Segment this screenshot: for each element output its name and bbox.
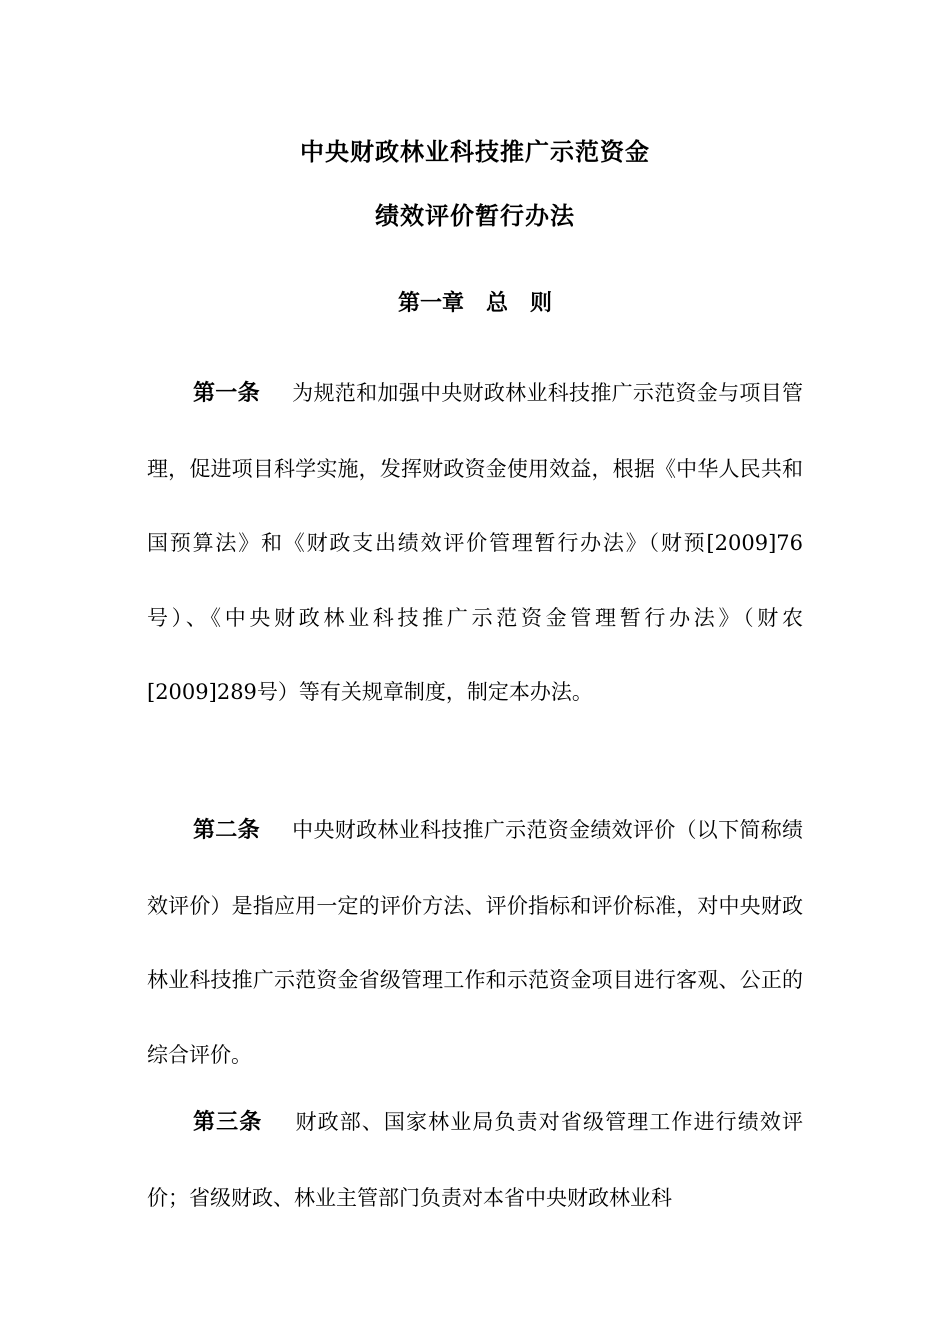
article-1-label: 第一条 <box>193 381 260 406</box>
article-1 <box>147 356 803 730</box>
article-2-label: 第二条 <box>193 818 260 843</box>
chapter-heading: 第一章 总 则 <box>397 291 552 316</box>
document-title-line-1: 中央财政林业科技推广示范资金 <box>300 138 650 166</box>
article-3-text: 财政部、国家林业局负责对省级管理工作进行绩效评价；省级财政、林业主管部门负责对本省中央财政林业科 <box>147 1110 803 1210</box>
article-2 <box>147 793 803 1092</box>
document-title-line-2: 绩效评价暂行办法 <box>375 202 575 230</box>
article-2-text: 中央财政林业科技推广示范资金绩效评价（以下简称绩效评价）是指应用一定的评价方法、评价指标和评价标准，对中央财政林业科技推广示范资金省级管理工作和示范资金项目进行客观、公正的综合评价。 <box>147 818 803 1067</box>
article-3 <box>147 1085 803 1235</box>
article-3-label: 第三条 <box>193 1110 263 1135</box>
article-1-text: 为规范和加强中央财政林业科技推广示范资金与项目管理，促进项目科学实施，发挥财政资金使用效益，根据《中华人民共和国预算法》和《财政支出绩效评价管理暂行办法》（财预[2009]76号）、《中央财政林业科技推广示范资金管理暂行办法》（财农[2009]289号）等有关规章制度，制定本办法。 <box>147 381 803 704</box>
